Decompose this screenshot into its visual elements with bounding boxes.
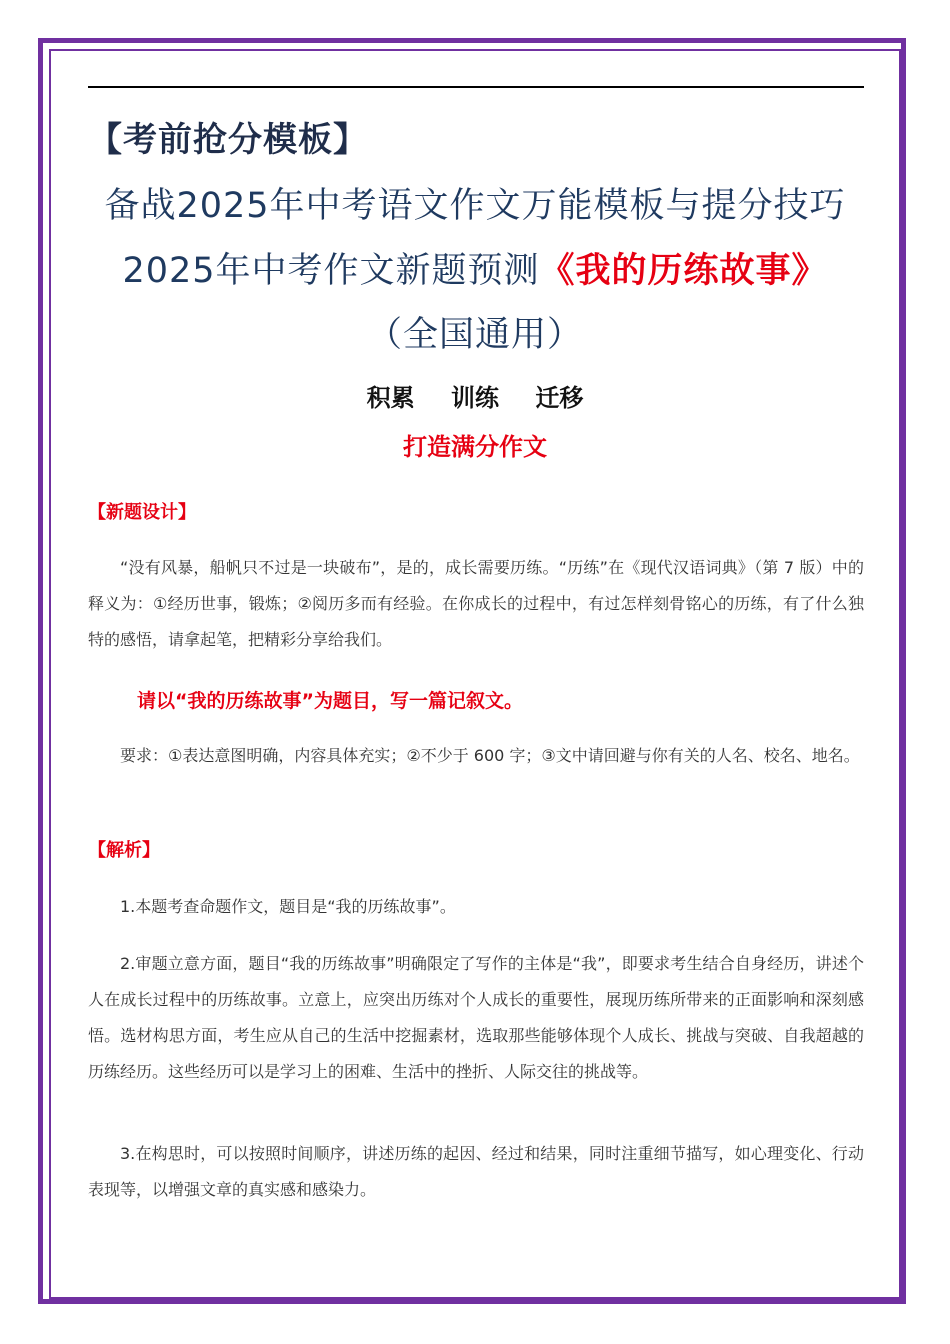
analysis-point-2: 2.审题立意方面，题目“我的历练故事”明确限定了写作的主体是“我”，即要求考生结合自身经历，讲述个人在成长过程中的历练故事。立意上，应突出历练对个人成长的重要性，展现历练所带来的正面影响和深刻感悟。选材构思方面，考生应从自己的生活中挖掘素材，选取那些能够体现个人成长、挑战与突破、自我超越的历练经历。这些经历可以是学习上的困难、生活中的挫折、人际交往的挑战等。 bbox=[88, 954, 864, 1081]
main-title-line2 bbox=[60, 243, 890, 293]
header-rule bbox=[88, 86, 864, 88]
essay-prompt: 请以“我的历练故事”为题目，写一篇记叙文。 bbox=[137, 690, 523, 712]
section-label-analysis: 【解析】 bbox=[88, 840, 160, 861]
section-label-design: 【新题设计】 bbox=[88, 502, 196, 523]
essay-topic-title: 《我的历练故事》 bbox=[539, 251, 828, 291]
slogan: 打造满分作文 bbox=[403, 433, 547, 461]
requirements-paragraph: 要求：①表达意图明确，内容具体充实；②不少于 600 字；③文中请回避与你有关的人名、校名、地名。 bbox=[120, 746, 860, 765]
title-prefix: 2025年中考作文新题预测 bbox=[122, 251, 540, 291]
design-paragraph: “没有风暴，船帆只不过是一块破布”，是的，成长需要历练。“历练”在《现代汉语词典》（第 7 版）中的释义为：①经历世事，锻炼；②阅历多而有经验。在你成长的过程中，有过怎样刻骨铭心的历练，有了什么独特的感悟，请拿起笔，把精彩分享给我们。 bbox=[88, 558, 864, 649]
template-tag: 【考前抢分模板】 bbox=[88, 120, 368, 160]
main-title-line3: （全国通用） bbox=[366, 315, 583, 355]
analysis-point-1: 1.本题考查命题作文，题目是“我的历练故事”。 bbox=[120, 897, 456, 916]
keyword-accumulate: 积累 bbox=[366, 384, 415, 412]
analysis-point-3: 3.在构思时，可以按照时间顺序，讲述历练的起因、经过和结果，同时注重细节描写，如心理变化、行动表现等，以增强文章的真实感和感染力。 bbox=[88, 1144, 864, 1199]
keywords-line bbox=[60, 378, 890, 413]
page-border-inner bbox=[49, 49, 901, 1299]
keyword-train: 训练 bbox=[451, 384, 499, 412]
keyword-transfer: 迁移 bbox=[535, 384, 584, 412]
main-title-line1: 备战2025年中考语文作文万能模板与提分技巧 bbox=[104, 186, 846, 226]
